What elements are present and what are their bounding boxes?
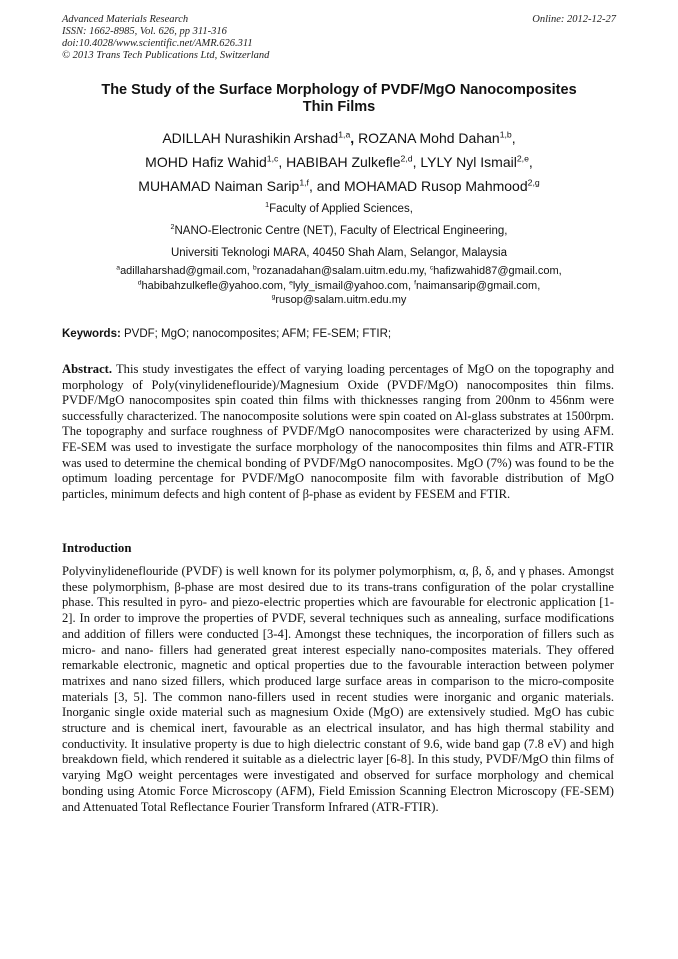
affiliation-mark: 2 [170, 223, 175, 232]
author-affiliation-mark: 2,g [527, 177, 540, 188]
email-list [62, 264, 616, 308]
author-name: MUHAMAD Naiman Sarip [138, 178, 300, 194]
journal-issn: ISSN: 1662-8985, Vol. 626, pp 311-316 [62, 26, 227, 37]
email-address[interactable]: lyly_ismail@yahoo.com [292, 279, 408, 292]
email-mark: e [289, 278, 293, 286]
author-name: HABIBAH Zulkefle [286, 154, 401, 170]
author-line: MOHD Hafiz Wahid$^{1,c}$, HABIBAH Zulkefle$^{2,d}$, LYLY Nyl Ismail$^{2,e}$, [145, 153, 533, 170]
affiliation-text: Faculty of Applied Sciences, [269, 203, 413, 215]
affiliation-line [62, 220, 616, 242]
email-line [62, 293, 616, 308]
email-mark: f [414, 278, 416, 286]
affiliation-mark: 1 [265, 201, 270, 210]
author-name: MOHAMAD Rusop Mahmood [344, 178, 528, 194]
section-heading-introduction: Introduction [62, 541, 132, 555]
author-name: ADILLAH Nurashikin Arshad [162, 130, 339, 146]
email-mark: a [116, 264, 121, 272]
email-mark: g [271, 293, 276, 301]
author-line: ADILLAH Nurashikin Arshad$^{1,a}$, ROZANA Mohd Dahan$^{1,b}$, [162, 129, 516, 146]
journal-name: Advanced Materials Research [62, 14, 189, 25]
author-affiliation-mark: 1,f [299, 177, 309, 188]
journal-header [62, 14, 269, 62]
affiliation-line [62, 242, 616, 264]
author-name: ROZANA Mohd Dahan [358, 130, 500, 146]
email-line: $^d$habibahzulkefle@yahoo.com, $^e$lyly_ismail@yahoo.com, $^f$naimansarip@gmail.com, [137, 278, 541, 292]
author-name: LYLY Nyl Ismail [420, 154, 517, 170]
author-line [62, 174, 616, 198]
email-address[interactable]: hafizwahid87@gmail.com [433, 265, 559, 277]
email-line: $^a$adillaharshad@gmail.com, $^b$rozanadahan@salam.uitm.edu.my, $^c$hafizwahid87@gmail.com, [116, 264, 562, 277]
journal-copyright: © 2013 Trans Tech Publications Ltd, Switzerland [62, 50, 270, 61]
author-affiliation-mark: 1,a [338, 129, 351, 140]
abstract [62, 362, 614, 502]
abstract-label: Abstract. [62, 362, 113, 376]
email-address[interactable]: habibahzulkefle@yahoo.com [141, 279, 283, 292]
author-connector: , and [308, 178, 341, 194]
paper-title-line: The Study of the Surface Morphology of PVDF/MgO Nanocomposites [101, 82, 577, 98]
author-affiliation-mark: 1,c [266, 153, 279, 164]
online-date: Online: 2012-12-27 [532, 14, 616, 25]
author-affiliation-mark: 2,e [516, 153, 529, 164]
keywords-text: PVDF; MgO; nanocomposites; AFM; FE-SEM; FTIR; [120, 328, 392, 340]
journal-doi[interactable]: doi:10.4028/www.scientific.net/AMR.626.311 [62, 38, 253, 49]
introduction-paragraph: Polyvinylideneflouride (PVDF) is well known for its polymer polymorphism, α, β, δ, and γ phases. Amongst these polymorphism, β-phase are most desired due to its trans-trans configuration of the polar crystalline phase. This resulted in pyro- and piezo-electric properties which are favourable for electronic application [1-2]. In order to improve the properties of PVDF, several techniques such as annealing, surface modifications and addition of fillers were conducted [3-4]. Amongst these techniques, the incorporation of fillers such as micro- and nano- fillers had generated great interest especially nano-composites materials. They offered remarkable electronic, magnetic and optical properties due to the favourable interaction between polymer matrixes and nano sized fillers, which produced large surface areas in comparison to the micro-composite materials [3, 5]. The common nano-fillers used in recent studies were inorganic and organic materials. Inorganic single oxide material such as magnesium Oxide (MgO) are extensively studied. MgO has cubic structure and is chemical inert, favourable as an electrical insulator, and has high thermal stability and conductivity. It insulative property is due to high dielectric constant of 9.6, wide band gap (7.8 eV) and high breakdown field, which rendered it suitable as a dielectric layer [6-8]. In this study, PVDF/MgO thin films of varying MgO weight percentages were investigated and observed for surface morphology and chemical bonding using Atomic Force Microscopy (AFM), Field Emission Scanning Electron Microscopy (FE-SEM) and Attenuated Total Reflectance Fourier Transform Infrared (ATR-FTIR). [62, 564, 614, 814]
author-list [62, 126, 616, 198]
affiliation-text: NANO-Electronic Centre (NET), Faculty of Electrical Engineering, [174, 225, 508, 237]
email-address[interactable]: rozanadahan@salam.uitm.edu.my [256, 265, 424, 277]
author-affiliation-mark: 2,d [400, 153, 413, 164]
email-mark: b [252, 264, 257, 272]
abstract-text: This study investigates the effect of varying loading percentages of MgO on the topography and morphology of Poly(vinylideneflouride)/Magnesium Oxide (PVDF/MgO) nanocomposites thin films. PVDF/MgO nanocomposites spin coated thin films with thicknesses ranging from 200nm to 456nm were successfully characterized. The nanocomposite solutions were spin coated on Al-glass substrates at 1500rpm. The topography and surface roughness of PVDF/MgO nanocomposites were characterized by using AFM. FE-SEM was used to investigate the surface morphology of the nanocomposites thin films and ATR-FTIR was used to determine the chemical bonding of PVDF/MgO nanocomposites. MgO (7%) was found to be the optimum loading percentage for PVDF/MgO nanocomposite film with favorable distribution of MgO particles, minimum defects and high content of β-phase as evident by FESEM and FTIR. [62, 362, 614, 501]
keywords [62, 327, 616, 341]
author-name: MOHD Hafiz Wahid [145, 154, 267, 170]
affiliation-text: Universiti Teknologi MARA, 40450 Shah Alam, Selangor, Malaysia [170, 247, 508, 259]
author-affiliation-mark: 1,b [499, 129, 512, 140]
affiliation-line [62, 198, 616, 220]
email-mark: c [429, 264, 434, 272]
email-address[interactable]: adillaharshad@gmail.com [120, 265, 247, 277]
keywords-label: Keywords: [62, 328, 121, 340]
affiliations [62, 198, 616, 264]
email-address[interactable]: naimansarip@gmail.com [415, 279, 538, 292]
paper-title-line: Thin Films [302, 99, 376, 115]
email-address[interactable]: rusop@salam.uitm.edu.my [275, 294, 407, 306]
email-mark: d [137, 278, 142, 286]
paper-title [62, 82, 616, 116]
